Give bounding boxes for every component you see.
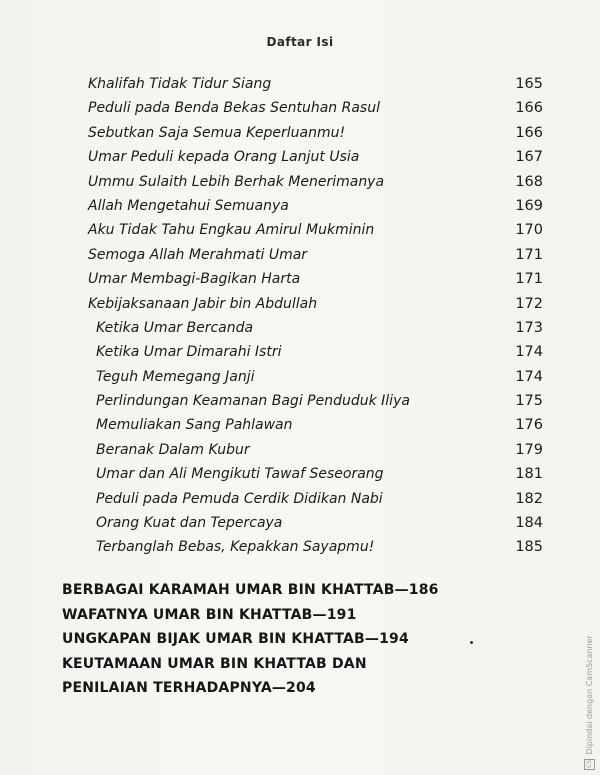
toc-entry [88, 247, 543, 271]
section-heading: PENILAIAN TERHADAPNYA—204 [62, 680, 316, 696]
ink-speck [470, 641, 473, 644]
section-headings [62, 582, 532, 705]
toc-entry-page: 184 [515, 515, 543, 532]
toc-entry [88, 149, 543, 173]
toc-entry [88, 76, 543, 100]
watermark-text: Dipindai dengan CamScanner [585, 635, 594, 755]
toc-entry-title: Kebijaksanaan Jabir bin Abdullah [88, 295, 318, 312]
toc-entry [88, 125, 543, 149]
toc-entry-title: Khalifah Tidak Tidur Siang [88, 76, 272, 92]
toc-entry [88, 491, 543, 515]
toc-entry [88, 515, 543, 539]
section-heading: BERBAGAI KARAMAH UMAR BIN KHATTAB—186 [62, 582, 439, 598]
toc-entry-title: Aku Tidak Tahu Engkau Amirul Mukminin [88, 222, 375, 239]
toc-entry [88, 198, 543, 222]
toc-entry [88, 271, 543, 295]
toc-entry [88, 539, 543, 563]
toc-entry-page: 174 [515, 368, 543, 385]
toc-entry-page: 174 [515, 344, 543, 361]
toc-entry-page: 179 [515, 441, 543, 458]
section-heading: KEUTAMAAN UMAR BIN KHATTAB DAN [62, 655, 367, 672]
toc-entry-title: Orang Kuat dan Tepercaya [96, 515, 283, 532]
toc-entry-page: 168 [515, 173, 543, 190]
toc-entry-page: 166 [515, 100, 543, 117]
toc-entry-title: Peduli pada Benda Bekas Sentuhan Rasul [88, 100, 380, 117]
toc-entry-page: 170 [515, 222, 543, 239]
toc-entry [88, 320, 543, 344]
table-of-contents [88, 76, 543, 564]
toc-entry-title: Ummu Sulaith Lebih Berhak Menerimanya [88, 173, 385, 190]
toc-entry-page: 166 [515, 124, 543, 141]
toc-entry-title: Umar Membagi-Bagikan Harta [88, 271, 301, 288]
toc-entry [88, 296, 543, 320]
scanner-watermark [584, 635, 596, 770]
toc-entry-title: Beranak Dalam Kubur [96, 441, 250, 458]
toc-entry-title: Umar Peduli kepada Orang Lanjut Usia [88, 149, 360, 166]
toc-entry [88, 344, 543, 368]
toc-entry [88, 466, 543, 490]
toc-entry [88, 393, 543, 417]
toc-entry-page: 182 [515, 490, 543, 507]
toc-entry-page: 172 [515, 295, 543, 312]
toc-entry-page: 165 [515, 76, 543, 92]
toc-entry-page: 176 [515, 417, 543, 434]
toc-entry [88, 369, 543, 393]
toc-entry-page: 171 [515, 271, 543, 288]
toc-entry-title: Semoga Allah Merahmati Umar [88, 246, 308, 263]
toc-entry-title: Terbanglah Bebas, Kepakkan Sayapmu! [96, 539, 375, 556]
camscanner-logo-icon: CS [586, 760, 593, 769]
toc-entry [88, 174, 543, 198]
section-heading: WAFATNYA UMAR BIN KHATTAB—191 [62, 606, 357, 623]
toc-entry-title: Umar dan Ali Mengikuti Tawaf Seseorang [96, 466, 384, 483]
toc-entry-title: Perlindungan Keamanan Bagi Penduduk Iliya [96, 393, 410, 410]
toc-entry-page: 185 [515, 539, 543, 556]
toc-entry-page: 171 [515, 246, 543, 263]
toc-entry-title: Sebutkan Saja Semua Keperluanmu! [88, 124, 346, 141]
toc-entry-title: Ketika Umar Dimarahi Istri [96, 344, 282, 361]
toc-entry-title: Ketika Umar Bercanda [96, 319, 254, 336]
section-heading: UNGKAPAN BIJAK UMAR BIN KHATTAB—194 [62, 631, 409, 647]
toc-entry-page: 173 [515, 319, 543, 336]
toc-entry-page: 169 [515, 197, 543, 214]
toc-entry-page: 181 [515, 466, 543, 483]
toc-entry [88, 417, 543, 441]
toc-entry-title: Teguh Memegang Janji [96, 368, 255, 385]
toc-entry-page: 175 [515, 393, 543, 410]
toc-entry [88, 442, 543, 466]
page-header: Daftar Isi [266, 35, 334, 49]
toc-entry [88, 222, 543, 246]
toc-entry-title: Memuliakan Sang Pahlawan [96, 417, 293, 434]
toc-entry-title: Allah Mengetahui Semuanya [88, 197, 289, 214]
toc-entry [88, 100, 543, 124]
toc-entry-title: Peduli pada Pemuda Cerdik Didikan Nabi [96, 490, 383, 507]
toc-entry-page: 167 [515, 149, 543, 166]
